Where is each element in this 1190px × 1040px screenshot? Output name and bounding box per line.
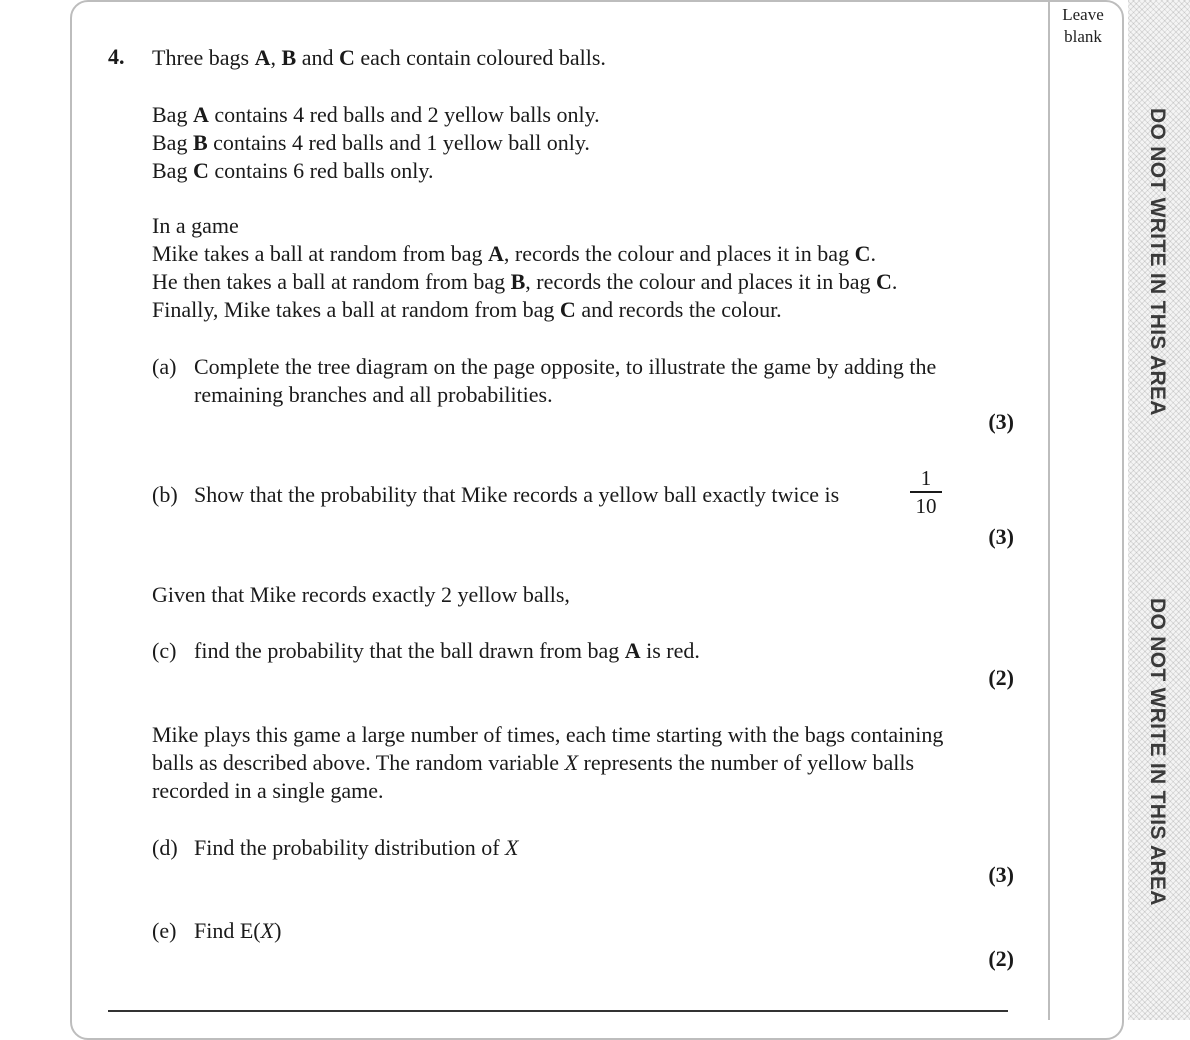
part-d-marks: (3) <box>988 862 1014 887</box>
part-a: (a) Complete the tree diagram on the page opposite, to illustrate the game by adding the remaining branches and all probabilities. <box>152 354 937 407</box>
bag-c-line: Bag C contains 6 red balls only. <box>152 158 434 183</box>
question-intro: Three bags A, B and C each contain coloured balls. <box>152 45 606 70</box>
blank-label: blank <box>1064 27 1102 46</box>
answer-line <box>108 1010 1008 1012</box>
given-statement: Given that Mike records exactly 2 yellow balls, <box>152 582 570 607</box>
leave-blank-label <box>1052 4 1114 48</box>
part-c: (c) find the probability that the ball drawn from bag A is red. <box>152 638 700 663</box>
fraction-one-tenth: 1 10 <box>908 466 944 518</box>
margin-warning-top: DO NOT WRITE IN THIS AREA <box>1146 108 1169 416</box>
part-c-marks: (2) <box>988 665 1014 690</box>
part-b-marks: (3) <box>988 524 1014 549</box>
part-a-marks: (3) <box>988 409 1014 434</box>
part-e-marks: (2) <box>988 946 1014 971</box>
distribution-paragraph: Mike plays this game a large number of times, each time starting with the bags containing balls as described above. The random variable X represents the number of yellow balls recorded in a single game. <box>152 722 944 803</box>
part-d: (d) Find the probability distribution of X <box>152 835 519 860</box>
bag-contents <box>152 101 600 185</box>
question-number: 4. <box>108 44 125 69</box>
leave-label: Leave <box>1062 5 1104 24</box>
bag-a-line: Bag A contains 4 red balls and 2 yellow balls only. <box>152 102 600 127</box>
part-b: (b) Show that the probability that Mike records a yellow ball exactly twice is <box>152 482 840 507</box>
bag-b-line: Bag B contains 4 red balls and 1 yellow ball only. <box>152 130 590 155</box>
part-e: (e) Find E(X) <box>152 918 282 943</box>
game-description: In a game Mike takes a ball at random from bag A, records the colour and places it in bag C. He then takes a ball at random from bag B, records the colour and places it in bag C. Finally, Mike takes a ball at random from bag C and records the colour. <box>152 213 898 322</box>
margin-divider <box>1048 0 1050 1020</box>
margin-warning-bottom: DO NOT WRITE IN THIS AREA <box>1146 598 1169 906</box>
